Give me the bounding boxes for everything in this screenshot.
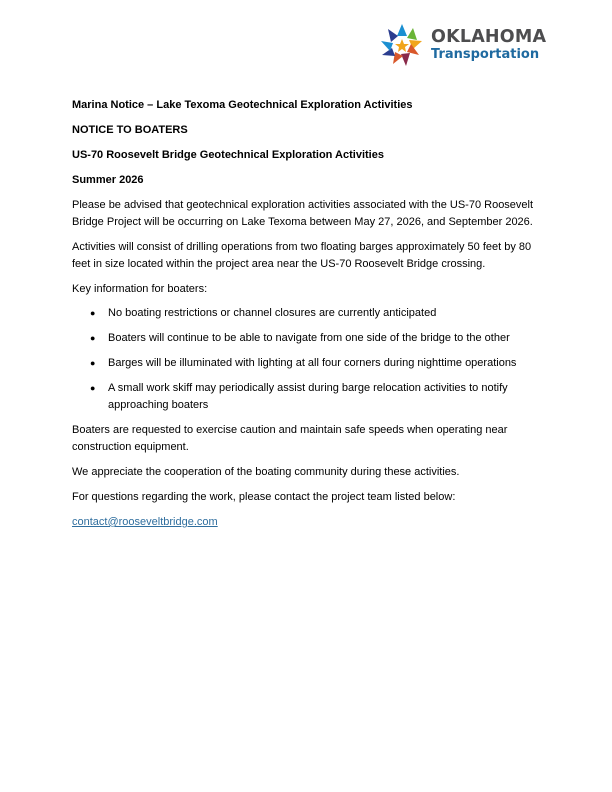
list-item [90, 380, 540, 414]
list-item [90, 330, 540, 347]
bullet-icon: ● [90, 333, 96, 344]
list-item-text: A small work skiff may periodically assist during barge relocation activities to notify approaching boaters [108, 382, 508, 412]
season-heading: Summer 2026 [72, 173, 144, 186]
bullet-icon: ● [90, 383, 96, 394]
logo-line-transportation: Transportation [431, 47, 540, 62]
list-item-text: Boaters will continue to be able to navigate from one side of the bridge to the other [108, 332, 510, 345]
advisory-paragraph: Please be advised that geotechnical exploration activities associated with the US-70 Roosevelt Bridge Project will be occurring on Lake Texoma between May 27, 2026, and September 2026. [72, 198, 534, 228]
bullet-icon: ● [90, 308, 96, 319]
logo-line-oklahoma: OKLAHOMA [431, 27, 547, 47]
oklahoma-transportation-logo [379, 22, 547, 68]
project-heading: US-70 Roosevelt Bridge Geotechnical Exploration Activities [72, 148, 384, 161]
appreciation-paragraph: We appreciate the cooperation of the boating community during these activities. [72, 466, 460, 478]
key-info-label: Key information for boaters: [72, 282, 208, 295]
list-item-text: Barges will be illuminated with lighting at all four corners during nighttime operations [108, 357, 517, 370]
notice-subtitle: NOTICE TO BOATERS [72, 123, 188, 136]
bullet-icon: ● [90, 358, 96, 369]
oklahoma-star-logo-icon [379, 22, 425, 68]
email-link[interactable]: contact@rooseveltbridge.com [72, 515, 218, 528]
list-item [90, 355, 540, 372]
contact-paragraph: For questions regarding the work, please contact the project team listed below: [72, 490, 456, 503]
caution-paragraph: Boaters are requested to exercise caution and maintain safe speeds when operating near construction equipment. [72, 424, 508, 454]
list-item-text: No boating restrictions or channel closures are currently anticipated [108, 307, 437, 320]
logo-wordmark [431, 28, 546, 63]
key-info-list [72, 305, 540, 414]
notice-title: Marina Notice – Lake Texoma Geotechnical Exploration Activities [72, 99, 413, 111]
email-line [72, 514, 540, 531]
notice-body [72, 97, 540, 539]
list-item [90, 305, 540, 322]
activities-paragraph: Activities will consist of drilling operations from two floating barges approximately 50 feet by 80 feet in size located within the project area near the US-70 Roosevelt Bridge crossing. [72, 240, 532, 270]
